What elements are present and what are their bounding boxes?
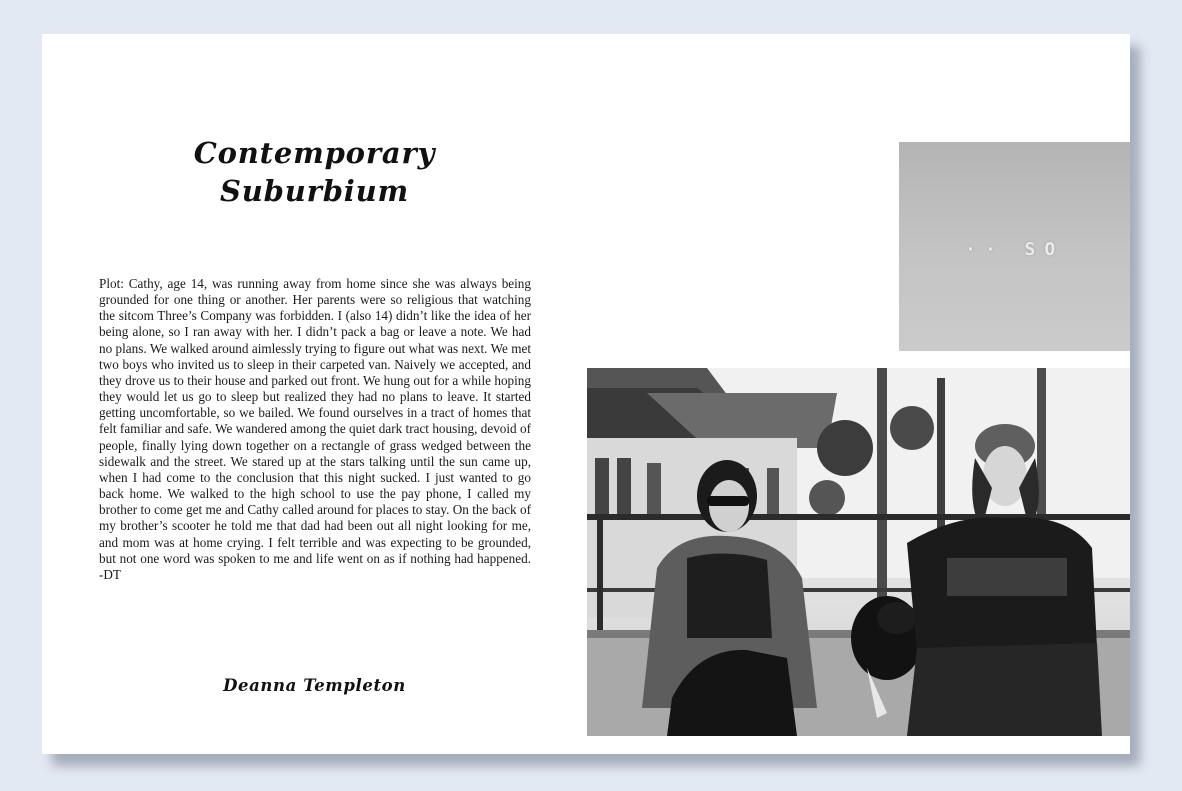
title-line-2: Suburbium [220,174,409,208]
article-title [142,134,487,210]
photo-teens-with-dog [587,368,1130,736]
title-line-1: Contemporary [193,136,436,170]
article-body: Plot: Cathy, age 14, was running away from home since she was always being grounded for one thing or another. Her parents were so religious that watching the sitcom Three’s Company was forbidden. I (also 14) didn’t like the idea of her being alone, so I ran away with her. I didn’t pack a bag or leave a note. We had no plans. We walked around aimlessly trying to figure out what was next. We met two boys who invited us to sleep in their carpeted van. Naively we accepted, and they drove us to their house and parked out front. We hung out for a while hoping they would let us go to sleep but realized they had no plans to leave. It started getting uncomfortable, so we bailed. We found ourselves in a tract of homes that felt familiar and safe. We wandered among the quiet dark tract housing, devoid of people, finally lying down together on a rectangle of grass wedged between the sidewalk and the street. We stared up at the stars talking until the sun came up, when I had come to the conclusion that this night sucked. I just wanted to go back home. We walked to the high school to use the pay phone, I called my brother to come get me and Cathy called around for places to stay. On the back of my brother’s scooter he told me that dad had been out all night looking for me, and mom was at home crying. I felt terrible and was expecting to be grounded, but not one word was spoken to me and life went on as if nothing had happened. -DT [99,276,531,582]
photo-sign-blurred [899,142,1130,351]
photo-illustration [587,368,1130,736]
photo-sign-lettering: ·· SO [965,239,1065,260]
magazine-page [42,34,1130,754]
author-name: Deanna Templeton [223,676,406,695]
